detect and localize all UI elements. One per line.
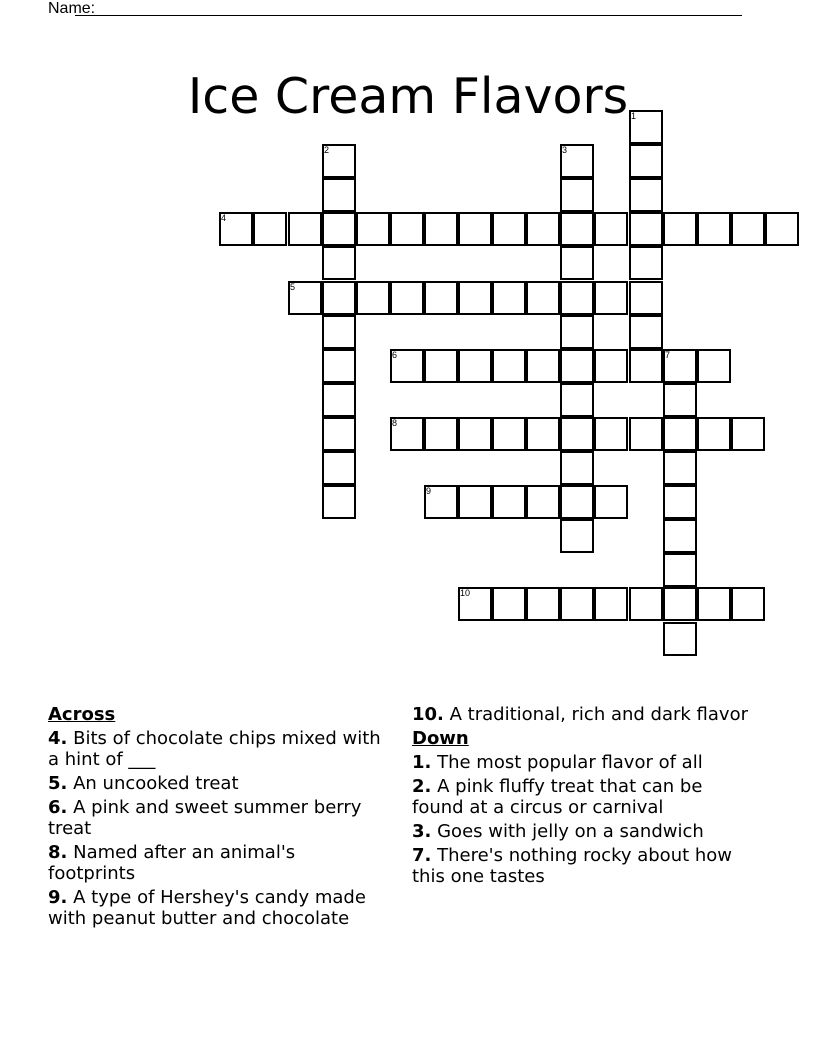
crossword-cell[interactable] [424, 485, 458, 519]
cell-number: 9 [426, 486, 432, 496]
crossword-cell[interactable] [663, 383, 697, 417]
crossword-cell[interactable] [560, 178, 594, 212]
crossword-cell[interactable] [663, 485, 697, 519]
crossword-cell[interactable] [594, 212, 628, 246]
clue-number: 3. [412, 821, 432, 842]
crossword-cell[interactable] [560, 417, 594, 451]
clues-column-right [412, 704, 752, 890]
crossword-cell[interactable] [560, 281, 594, 315]
clue-number: 8. [48, 842, 68, 863]
cell-number: 10 [460, 588, 471, 598]
crossword-cell[interactable] [629, 281, 663, 315]
clue-number: 2. [412, 776, 432, 797]
across-heading: Across [48, 704, 116, 725]
crossword-cell[interactable] [560, 144, 594, 178]
crossword-cell[interactable] [560, 349, 594, 383]
clue-text: A type of Hershey's candy made with peanut butter and chocolate [48, 887, 366, 929]
crossword-cell[interactable] [356, 212, 390, 246]
clue-number: 4. [48, 728, 68, 749]
crossword-cell[interactable] [288, 212, 322, 246]
crossword-cell[interactable] [629, 110, 663, 144]
crossword-cell[interactable] [731, 212, 765, 246]
crossword-cell[interactable] [663, 587, 697, 621]
clue-down-3 [412, 821, 752, 842]
page-title: Ice Cream Flavors [187, 67, 629, 125]
crossword-cell[interactable] [526, 349, 560, 383]
crossword-cell[interactable] [697, 417, 731, 451]
clue-text: A traditional, rich and dark flavor [449, 704, 748, 725]
crossword-cell[interactable] [390, 281, 424, 315]
crossword-cell[interactable] [526, 281, 560, 315]
crossword-cell[interactable] [458, 587, 492, 621]
crossword-cell[interactable] [594, 485, 628, 519]
crossword-cell[interactable] [424, 417, 458, 451]
crossword-cell[interactable] [492, 587, 526, 621]
clue-down-2 [412, 776, 752, 818]
crossword-cell[interactable] [458, 281, 492, 315]
crossword-cell[interactable] [594, 587, 628, 621]
cell-number: 1 [631, 111, 637, 121]
clue-number: 10. [412, 704, 444, 725]
clue-down-7 [412, 845, 752, 887]
clue-across-4 [48, 728, 383, 770]
clue-text: A pink and sweet summer berry treat [48, 797, 362, 839]
crossword-cell[interactable] [322, 485, 356, 519]
crossword-cell[interactable] [390, 349, 424, 383]
crossword-cell[interactable] [560, 587, 594, 621]
crossword-cell[interactable] [560, 315, 594, 349]
crossword-cell[interactable] [322, 212, 356, 246]
crossword-cell[interactable] [663, 349, 697, 383]
clue-number: 5. [48, 773, 68, 794]
crossword-cell[interactable] [594, 417, 628, 451]
cell-number: 7 [665, 350, 671, 360]
crossword-cell[interactable] [663, 553, 697, 587]
crossword-cell[interactable] [356, 281, 390, 315]
clue-across-9 [48, 887, 383, 929]
cell-number: 4 [221, 213, 227, 223]
clue-number: 6. [48, 797, 68, 818]
crossword-cell[interactable] [322, 349, 356, 383]
crossword-cell[interactable] [322, 383, 356, 417]
crossword-cell[interactable] [526, 587, 560, 621]
crossword-cell[interactable] [629, 587, 663, 621]
crossword-cell[interactable] [663, 212, 697, 246]
crossword-cell[interactable] [560, 246, 594, 280]
clue-across-5 [48, 773, 383, 794]
crossword-cell[interactable] [390, 212, 424, 246]
crossword-cell[interactable] [219, 212, 253, 246]
crossword-cell[interactable] [697, 587, 731, 621]
crossword-cell[interactable] [526, 417, 560, 451]
crossword-cell[interactable] [322, 178, 356, 212]
crossword-cell[interactable] [629, 246, 663, 280]
crossword-cell[interactable] [560, 383, 594, 417]
crossword-cell[interactable] [560, 212, 594, 246]
crossword-cell[interactable] [560, 519, 594, 553]
clue-text: The most popular flavor of all [437, 752, 703, 773]
crossword-cell[interactable] [322, 144, 356, 178]
crossword-cell[interactable] [424, 349, 458, 383]
clues-column-left [48, 704, 383, 932]
crossword-cell[interactable] [322, 451, 356, 485]
crossword-cell[interactable] [458, 212, 492, 246]
crossword-cell[interactable] [629, 349, 663, 383]
clue-number: 9. [48, 887, 68, 908]
crossword-cell[interactable] [663, 451, 697, 485]
crossword-cell[interactable] [424, 281, 458, 315]
crossword-cell[interactable] [253, 212, 287, 246]
crossword-cell[interactable] [765, 212, 799, 246]
crossword-cell[interactable] [492, 281, 526, 315]
clue-down-1 [412, 752, 752, 773]
crossword-cell[interactable] [697, 349, 731, 383]
clue-text: There's nothing rocky about how this one tastes [412, 845, 733, 887]
crossword-cell[interactable] [594, 349, 628, 383]
crossword-cell[interactable] [731, 587, 765, 621]
crossword-cell[interactable] [663, 622, 697, 656]
clue-across-6 [48, 797, 383, 839]
crossword-cell[interactable] [492, 349, 526, 383]
crossword-cell[interactable] [288, 281, 322, 315]
cell-number: 6 [392, 350, 398, 360]
crossword-cell[interactable] [322, 417, 356, 451]
crossword-cell[interactable] [731, 417, 765, 451]
crossword-cell[interactable] [526, 212, 560, 246]
clue-text: An uncooked treat [73, 773, 239, 794]
crossword-cell[interactable] [458, 349, 492, 383]
clue-across-8 [48, 842, 383, 884]
crossword-cell[interactable] [526, 485, 560, 519]
clue-number: 7. [412, 845, 432, 866]
crossword-cell[interactable] [663, 417, 697, 451]
crossword-cell[interactable] [560, 451, 594, 485]
cell-number: 5 [290, 282, 296, 292]
clue-across-10 [412, 704, 752, 725]
crossword-cell[interactable] [629, 212, 663, 246]
cell-number: 8 [392, 418, 398, 428]
crossword-cell[interactable] [663, 519, 697, 553]
cell-number: 3 [562, 145, 568, 155]
crossword-cell[interactable] [629, 144, 663, 178]
crossword-cell[interactable] [322, 281, 356, 315]
clue-number: 1. [412, 752, 432, 773]
crossword-cell[interactable] [458, 485, 492, 519]
crossword-cell[interactable] [629, 315, 663, 349]
crossword-cell[interactable] [594, 281, 628, 315]
crossword-cell[interactable] [492, 212, 526, 246]
name-label: Name: [48, 0, 96, 17]
crossword-cell[interactable] [629, 417, 663, 451]
crossword-cell[interactable] [322, 315, 356, 349]
crossword-cell[interactable] [322, 246, 356, 280]
crossword-cell[interactable] [560, 485, 594, 519]
crossword-cell[interactable] [492, 485, 526, 519]
cell-number: 2 [324, 145, 330, 155]
clue-text: Goes with jelly on a sandwich [437, 821, 704, 842]
crossword-cell[interactable] [492, 417, 526, 451]
clue-text: A pink fluffy treat that can be found at a circus or carnival [412, 776, 703, 818]
clue-text: Bits of chocolate chips mixed with a hint of ___ [48, 728, 381, 770]
crossword-cell[interactable] [424, 212, 458, 246]
crossword-cell[interactable] [697, 212, 731, 246]
crossword-cell[interactable] [458, 417, 492, 451]
crossword-cell[interactable] [629, 178, 663, 212]
down-heading: Down [412, 728, 469, 749]
crossword-cell[interactable] [390, 417, 424, 451]
clue-text: Named after an animal's footprints [48, 842, 296, 884]
